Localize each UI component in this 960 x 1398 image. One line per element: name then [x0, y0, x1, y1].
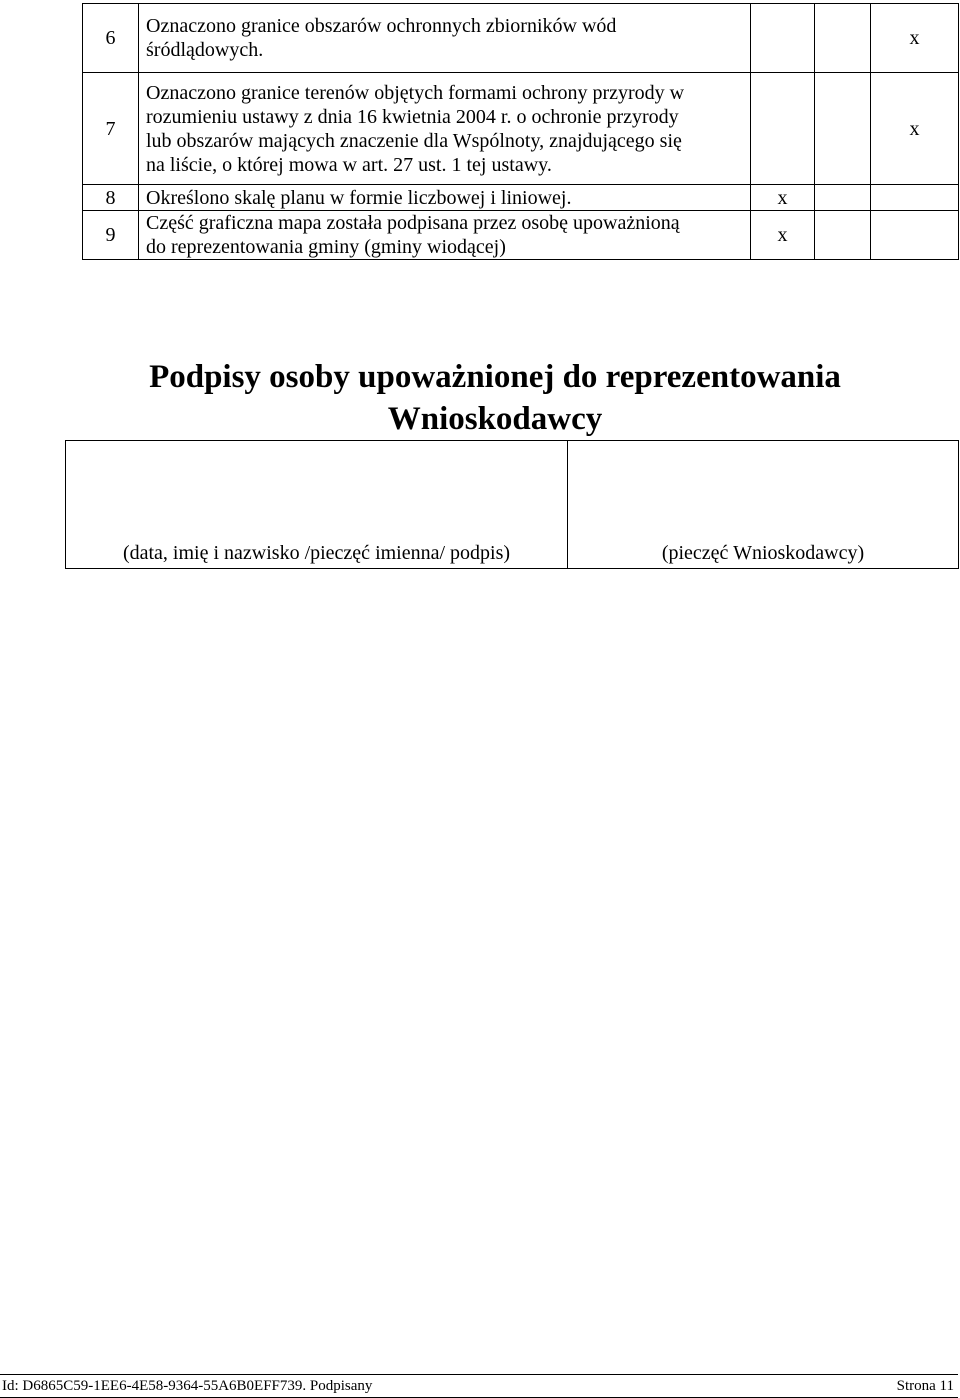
description-line: Oznaczono granice obszarów ochronnych zbiorników wód: [146, 15, 617, 37]
mark-cell-x: x: [871, 73, 959, 185]
page-number: Strona 11: [896, 1378, 954, 1394]
mark-cell-x: x: [751, 185, 815, 211]
table-row: [83, 211, 959, 260]
page-footer: [0, 1374, 958, 1398]
mark-cell-x: x: [871, 4, 959, 73]
row-number: 7: [83, 73, 139, 185]
mark-cell: [815, 211, 871, 260]
table-row: [83, 4, 959, 73]
mark-cell: [751, 73, 815, 185]
row-number: 8: [83, 185, 139, 211]
mark-cell: [815, 4, 871, 73]
mark-cell: [815, 73, 871, 185]
description-line: śródlądowych.: [146, 39, 264, 61]
document-id: Id: D6865C59-1EE6-4E58-9364-55A6B0EFF739. Podpisany: [2, 1378, 373, 1394]
signature-field-stamp: (pieczęć Wnioskodawcy): [568, 441, 959, 569]
row-number: 6: [83, 4, 139, 73]
signature-table: [65, 440, 959, 569]
mark-cell: [815, 185, 871, 211]
signature-title-line: Podpisy osoby upoważnionej do reprezentowania: [149, 359, 841, 395]
signature-field-person: (data, imię i nazwisko /pieczęć imienna/ podpis): [66, 441, 568, 569]
row-description: [139, 185, 751, 211]
mark-cell-x: x: [751, 211, 815, 260]
mark-cell: [751, 4, 815, 73]
signature-title-line: Wnioskodawcy: [387, 401, 603, 437]
description-line: Oznaczono granice terenów objętych formami ochrony przyrody w: [146, 81, 685, 104]
row-description: [139, 4, 751, 73]
row-description: [139, 211, 751, 260]
description-line: rozumieniu ustawy z dnia 16 kwietnia 2004 r. o ochronie przyrody: [146, 105, 679, 128]
row-number: 9: [83, 211, 139, 260]
table-row: [66, 441, 959, 569]
description-line: na liście, o której mowa w art. 27 ust. 1 tej ustawy.: [146, 153, 552, 176]
description-line: Określono skalę planu w formie liczbowej i liniowej.: [146, 186, 572, 209]
description-line: lub obszarów mających znaczenie dla Wspólnoty, znajdującego się: [146, 129, 682, 152]
mark-cell: [871, 185, 959, 211]
description-line: Część graficzna mapa została podpisana przez osobę upoważnioną: [146, 212, 680, 234]
checklist-table: [82, 3, 959, 260]
description-line: do reprezentowania gminy (gminy wiodącej): [146, 236, 506, 258]
signature-section-title: [0, 356, 960, 440]
row-description: [139, 73, 751, 185]
mark-cell: [871, 211, 959, 260]
table-row: [83, 185, 959, 211]
table-row: [83, 73, 959, 185]
